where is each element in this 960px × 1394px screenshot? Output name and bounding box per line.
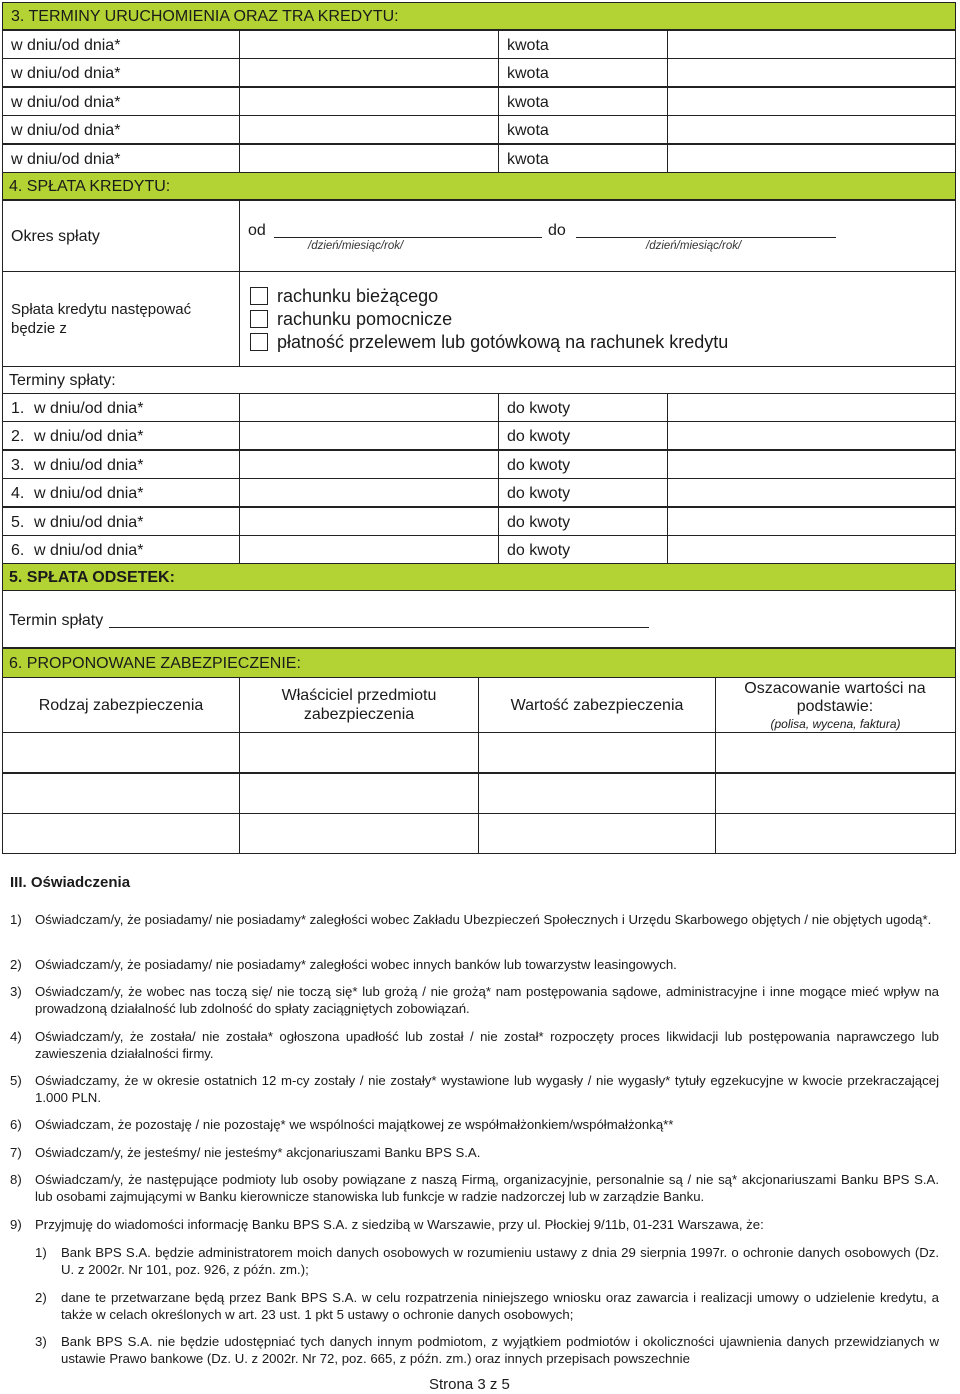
- declaration-text: Przyjmuję do wiadomości informację Banku BPS S.A. z siedzibą w Warszawie, przy ul. Płockiej 9/11b, 01-231 Warszawa, że:: [35, 1217, 764, 1232]
- repayment-date-label-cell: [2, 535, 240, 564]
- declaration-text: Oświadczam/y, że posiadamy/ nie posiadamy* zaległości wobec Zakładu Ubezpieczeń Społecznych i Urzędu Skarbowego objętych / nie objętych ugodą*.: [35, 912, 932, 927]
- repayment-amount-input[interactable]: [667, 421, 956, 450]
- section4-header: [2, 172, 956, 200]
- declarations-title: III. Oświadczenia: [10, 874, 131, 891]
- disbursement-date-label-cell: [2, 30, 240, 59]
- checkbox-auxiliary-account[interactable]: [250, 310, 268, 328]
- disbursement-amount-label: kwota: [507, 65, 549, 83]
- collateral-owner-input[interactable]: [239, 732, 479, 773]
- disbursement-amount-label: kwota: [507, 37, 549, 54]
- repayment-amount-input[interactable]: [667, 535, 956, 564]
- checkbox-current-account[interactable]: [250, 287, 268, 305]
- sub-declaration-text: dane te przetwarzane będą przez Bank BPS S.A. w celu rozpatrzenia niniejszego wniosku oraz zawarcia i realizacji umowy o udzielenie kredytu, a także w celach określonych w art. 23 ust. 1 pkt 5 ustawy o ochronie danych osobowych;: [61, 1290, 939, 1322]
- declaration-text: Oświadczam/y, że została/ nie została* ogłoszona upadłość lub został / nie został* rozpoczęty proces likwidacji lub postępowania naprawczego lub zawieszenia działalności firmy.: [35, 1029, 939, 1061]
- repayment-date-input[interactable]: [239, 478, 499, 507]
- repay-label-line1: Spłata kredytu następować: [11, 301, 192, 318]
- disbursement-date-label: w dniu/od dnia*: [11, 37, 121, 54]
- disbursement-date-label-cell: [2, 87, 240, 116]
- interest-term-row: [2, 590, 956, 648]
- collateral-basis-header: Oszacowanie wartości na podstawie:: [744, 680, 926, 715]
- collateral-header-col4: [715, 677, 956, 733]
- repayment-date-input[interactable]: [239, 535, 499, 564]
- declaration-number: 8): [10, 1172, 22, 1187]
- period-label-cell: [2, 200, 240, 272]
- repayment-amount-label-cell: [498, 507, 668, 536]
- disbursement-amount-label: kwota: [507, 122, 549, 140]
- interest-term-label: Termin spłaty: [9, 612, 104, 629]
- declaration-text: Oświadczam/y, że jesteśmy/ nie jesteśmy* akcjonariuszami Banku BPS S.A.: [35, 1145, 481, 1160]
- option-current-account: rachunku bieżącego: [277, 286, 439, 306]
- disbursement-date-label: w dniu/od dnia*: [11, 150, 121, 168]
- disbursement-date-input[interactable]: [239, 144, 499, 173]
- section5-header: [2, 563, 956, 591]
- repayment-date-label: w dniu/od dnia*: [34, 456, 144, 474]
- collateral-type-input[interactable]: [2, 732, 240, 773]
- declaration-text: Oświadczam/y, że następujące podmioty lub osoby powiązane z naszą Firmą, organizacyjnie, personalnie są / nie są* akcjonariuszami Banku BPS S.A. lub osobami zajmującymi w Banku kierownicze stanowiska lub funkcje w radzie nadzorczej lub w zarządzie Banku.: [35, 1172, 939, 1204]
- collateral-header-col2: [239, 677, 479, 733]
- repayment-term-number: 4.: [11, 485, 25, 503]
- disbursement-amount-label-cell: [498, 30, 668, 59]
- repayment-amount-label: do kwoty: [507, 400, 571, 417]
- section3-header: [2, 2, 956, 30]
- declaration-number: 3): [10, 984, 22, 999]
- disbursement-date-input[interactable]: [239, 87, 499, 116]
- collateral-owner-input[interactable]: [239, 813, 479, 854]
- declaration-text: Oświadczam/y, że wobec nas toczą się/ nie toczą się* lub grożą / nie grożą* nam postępowania sądowe, administracyjne i inne mogące mieć wpływ na prowadzoną działalność lub zdolność do spłaty zaciągniętych zobowiązań.: [35, 984, 939, 1016]
- page-number: Strona 3 z 5: [429, 1376, 510, 1393]
- disbursement-date-label-cell: [2, 144, 240, 173]
- declaration-number: 5): [10, 1073, 22, 1088]
- repayment-date-label-cell: [2, 450, 240, 479]
- repayment-amount-label: do kwoty: [507, 428, 571, 446]
- repay-label-cell: [2, 271, 240, 367]
- declaration-text: Oświadczam, że pozostaję / nie pozostaję* we wspólności majątkowej ze współmałżonkiem/współmałżonką**: [35, 1117, 674, 1132]
- sub-declaration-number: 2): [35, 1290, 47, 1305]
- declaration-number: 4): [10, 1029, 22, 1044]
- sub-declaration-number: 3): [35, 1334, 47, 1349]
- declaration-number: 7): [10, 1145, 22, 1160]
- to-date-hint: /dzień/miesiąc/rok/: [646, 240, 742, 252]
- checkbox-transfer-payment[interactable]: [250, 333, 268, 351]
- repayment-amount-label-cell: [498, 478, 668, 507]
- disbursement-date-input[interactable]: [239, 115, 499, 144]
- disbursement-date-label: w dniu/od dnia*: [11, 65, 121, 83]
- declaration-number: 2): [10, 957, 22, 972]
- declaration-number: 1): [10, 912, 22, 927]
- repayment-date-label: w dniu/od dnia*: [34, 400, 144, 417]
- repayment-term-number: 3.: [11, 456, 25, 474]
- declaration-text: Oświadczam/y, że posiadamy/ nie posiadamy* zaległości wobec innych banków lub towarzystw leasingowych.: [35, 957, 677, 972]
- declaration-number: 6): [10, 1117, 22, 1132]
- repayment-term-number: 6.: [11, 542, 25, 559]
- collateral-basis-input[interactable]: [715, 732, 956, 773]
- repay-options-cell: [239, 271, 956, 367]
- collateral-value-input[interactable]: [478, 732, 716, 773]
- disbursement-amount-input[interactable]: [667, 58, 956, 87]
- disbursement-amount-label-cell: [498, 115, 668, 144]
- section6-title: 6. PROPONOWANE ZABEZPIECZENIE:: [9, 655, 301, 672]
- terms-label-cell: [2, 366, 956, 394]
- repayment-amount-label: do kwoty: [507, 485, 571, 503]
- repayment-date-input[interactable]: [239, 507, 499, 536]
- repayment-amount-input[interactable]: [667, 478, 956, 507]
- section6-header: [2, 648, 956, 678]
- repayment-date-input[interactable]: [239, 450, 499, 479]
- disbursement-amount-input[interactable]: [667, 30, 956, 59]
- disbursement-amount-input[interactable]: [667, 144, 956, 173]
- collateral-owner-input[interactable]: [239, 773, 479, 814]
- repayment-amount-input[interactable]: [667, 450, 956, 479]
- option-transfer-payment: płatność przelewem lub gotówkową na rachunek kredytu: [277, 332, 729, 352]
- repayment-amount-input[interactable]: [667, 393, 956, 422]
- repayment-date-input[interactable]: [239, 421, 499, 450]
- repayment-date-label: w dniu/od dnia*: [34, 513, 144, 531]
- collateral-type-input[interactable]: [2, 813, 240, 854]
- sub-declaration-text: Bank BPS S.A. będzie administratorem moich danych osobowych w rozumieniu ustawy z dnia 29 sierpnia 1997r. o ochronie danych osobowych (Dz. U. z 2002r. Nr 101, poz. 926, z późn. zm.);: [61, 1245, 939, 1277]
- collateral-value-input[interactable]: [478, 773, 716, 814]
- period-label: Okres spłaty: [11, 228, 100, 245]
- repayment-date-label-cell: [2, 478, 240, 507]
- repayment-amount-label: do kwoty: [507, 456, 571, 474]
- repayment-amount-label-cell: [498, 450, 668, 479]
- repayment-date-input[interactable]: [239, 393, 499, 422]
- section5-title: 5. SPŁATA ODSETEK:: [9, 569, 175, 586]
- collateral-type-input[interactable]: [2, 773, 240, 814]
- declaration-text: Oświadczamy, że w okresie ostatnich 12 m-cy zostały / nie zostały* wystawione lub wygasły / nie wygasły* tytuły egzekucyjne w kwocie przekraczającej 1.000 PLN.: [35, 1073, 939, 1105]
- repayment-date-label-cell: [2, 507, 240, 536]
- terms-label: Terminy spłaty:: [9, 372, 116, 389]
- interest-term-input[interactable]: [109, 627, 649, 628]
- section4-title: 4. SPŁATA KREDYTU:: [9, 178, 171, 195]
- repayment-date-label: w dniu/od dnia*: [34, 542, 144, 559]
- collateral-value-input[interactable]: [478, 813, 716, 854]
- repayment-amount-label-cell: [498, 535, 668, 564]
- repayment-amount-input[interactable]: [667, 507, 956, 536]
- disbursement-amount-label: kwota: [507, 93, 549, 111]
- repayment-date-label: w dniu/od dnia*: [34, 428, 144, 446]
- collateral-value-header: Wartość zabezpieczenia: [510, 697, 684, 714]
- collateral-type-header: Rodzaj zabezpieczenia: [38, 697, 204, 714]
- sub-declaration-number: 1): [35, 1245, 47, 1260]
- to-date-input[interactable]: [576, 237, 836, 238]
- sub-declaration-text: Bank BPS S.A. nie będzie udostępniać tych danych innym podmiotom, z wyjątkiem podmiotów i okoliczności ujawnienia danych przewidzianych w ustawie Prawo bankowe (Dz. U. z 2002r. Nr 72, poz. 665, z późn. zm.) oraz innych przepisach powszechnie: [61, 1334, 939, 1366]
- disbursement-amount-input[interactable]: [667, 115, 956, 144]
- repayment-term-number: 1.: [11, 400, 25, 417]
- to-label: do: [548, 222, 566, 239]
- period-dates-cell: [239, 200, 956, 272]
- repayment-date-label-cell: [2, 393, 240, 422]
- repayment-date-label-cell: [2, 421, 240, 450]
- repay-label-line2: będzie z: [11, 320, 67, 337]
- disbursement-date-label-cell: [2, 58, 240, 87]
- collateral-header-col3: [478, 677, 716, 733]
- repayment-term-number: 2.: [11, 428, 25, 446]
- repayment-date-label: w dniu/od dnia*: [34, 485, 144, 503]
- disbursement-amount-input[interactable]: [667, 87, 956, 116]
- disbursement-amount-label-cell: [498, 58, 668, 87]
- repayment-amount-label: do kwoty: [507, 513, 571, 531]
- repayment-amount-label-cell: [498, 393, 668, 422]
- disbursement-date-label-cell: [2, 115, 240, 144]
- collateral-basis-hint: (polisa, wycena, faktura): [770, 717, 901, 731]
- disbursement-amount-label-cell: [498, 144, 668, 173]
- repayment-term-number: 5.: [11, 513, 25, 531]
- disbursement-date-label: w dniu/od dnia*: [11, 93, 121, 111]
- from-date-hint: /dzień/miesiąc/rok/: [308, 240, 404, 252]
- from-label: od: [248, 222, 266, 239]
- disbursement-date-input[interactable]: [239, 30, 499, 59]
- disbursement-date-input[interactable]: [239, 58, 499, 87]
- collateral-basis-input[interactable]: [715, 813, 956, 854]
- collateral-owner-header: Właściciel przedmiotu zabezpieczenia: [281, 687, 437, 723]
- collateral-basis-input[interactable]: [715, 773, 956, 814]
- disbursement-amount-label: kwota: [507, 150, 549, 168]
- collateral-header-col1: [2, 677, 240, 733]
- declaration-number: 9): [10, 1217, 22, 1232]
- disbursement-amount-label-cell: [498, 87, 668, 116]
- option-auxiliary-account: rachunku pomocnicze: [277, 309, 453, 329]
- section3-title: 3. TERMINY URUCHOMIENIA ORAZ TRA KREDYTU:: [11, 8, 399, 25]
- repayment-amount-label: do kwoty: [507, 542, 571, 559]
- disbursement-date-label: w dniu/od dnia*: [11, 122, 121, 140]
- from-date-input[interactable]: [274, 237, 542, 238]
- repayment-amount-label-cell: [498, 421, 668, 450]
